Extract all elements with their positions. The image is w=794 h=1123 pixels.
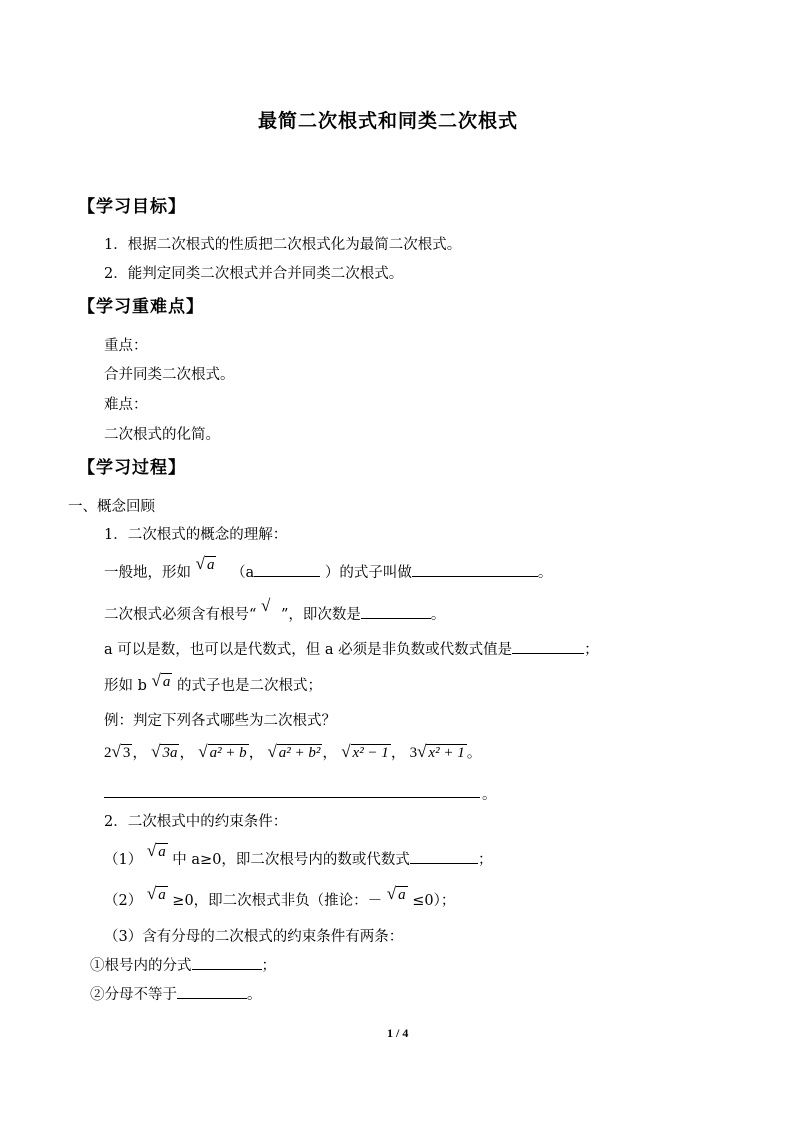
q1-line-2-text-b: ”，即次数是	[280, 607, 361, 623]
radical-sign: √	[151, 671, 161, 690]
sqrt-a-expression	[151, 671, 173, 690]
q1-line-1-text-b: （a	[231, 565, 255, 581]
condition-2	[104, 884, 456, 910]
period: 。	[537, 565, 553, 581]
focus-label: 重点：	[104, 338, 148, 354]
difficulty-label: 难点：	[104, 397, 148, 413]
q1-line-1-text-c: ）的式子叫做	[324, 565, 412, 581]
expr-5: √ x² − 1	[341, 742, 389, 761]
radicand: a	[206, 557, 215, 573]
q2-title: 2．二次根式中的约束条件：	[104, 814, 288, 830]
example-prompt: 例：判定下列各式哪些为二次根式？	[104, 713, 336, 729]
blank-definition[interactable]	[412, 562, 538, 577]
blank-fraction-condition[interactable]	[192, 955, 262, 970]
expr-3: √ a² + b	[198, 742, 247, 761]
expr-1: 2√ 3	[104, 742, 131, 761]
q1-line-1-text-a: 一般地，形如	[104, 565, 191, 581]
q1-line-4-text-a: 形如 b	[104, 678, 147, 694]
q1-line-2-text-a: 二次根式必须含有根号“	[104, 607, 257, 623]
example-expressions: 2√ 3 ， √ 3a ， √ a² + b ， √ a² + b² ， √ x² − 1 ， 3√ x² + 1 。	[104, 742, 482, 761]
semicolon: ；	[584, 642, 599, 658]
q1-line-4-text-b: 的式子也是二次根式；	[176, 678, 322, 694]
blank-denominator-condition[interactable]	[177, 984, 247, 999]
blank-a-condition[interactable]	[254, 562, 320, 577]
goal-item-1: 1．根据二次根式的性质把二次根式化为最简二次根式。	[104, 237, 462, 253]
section-heading-process: 【学习过程】	[78, 458, 186, 478]
part1-heading: 一、概念回顾	[68, 499, 155, 515]
q1-line-1	[104, 554, 553, 582]
condition-3-2-text: ②分母不等于	[90, 987, 177, 1003]
condition-1	[104, 841, 493, 869]
period: 。	[247, 987, 262, 1003]
sqrt-a-expression	[195, 554, 217, 573]
answer-line[interactable]	[104, 796, 480, 798]
blank-radicand-condition[interactable]	[410, 849, 478, 864]
condition-3-2	[90, 983, 262, 1004]
q1-line-3	[104, 638, 599, 659]
page-number: 1 / 4	[387, 1026, 409, 1040]
semicolon: ；	[261, 958, 276, 974]
radical-symbol: √	[261, 596, 271, 615]
condition-1-text: 中 a≥0，即二次根号内的数或代数式	[172, 852, 410, 868]
blank-value-condition[interactable]	[512, 639, 584, 654]
answer-period: 。	[482, 787, 497, 803]
condition-3: （3）含有分母的二次根式的约束条件有两条：	[104, 929, 404, 945]
sqrt-a-expression: √ a	[146, 884, 166, 903]
q1-line-4	[104, 671, 322, 695]
blank-index[interactable]	[361, 604, 431, 619]
q1-line-3-text: a 可以是数，也可以是代数式，但 a 必须是非负数或代数式值是	[104, 642, 513, 658]
semicolon: ；	[477, 852, 493, 868]
condition-2-text-end: ≤0）；	[412, 893, 456, 909]
focus-text: 合并同类二次根式。	[104, 367, 235, 383]
period: 。	[430, 607, 446, 623]
sqrt-a-expression: √ a	[386, 884, 406, 903]
sqrt-a-expression: √ a	[146, 841, 166, 860]
section-heading-goals: 【学习目标】	[78, 197, 186, 217]
difficulty-text: 二次根式的化简。	[104, 427, 220, 443]
radical-sign: √	[195, 554, 205, 573]
radicand: a	[162, 674, 171, 690]
expr-2: √ 3a	[151, 742, 178, 761]
page-title: 最简二次根式和同类二次根式	[258, 110, 519, 132]
section-heading-key-points: 【学习重难点】	[78, 297, 204, 317]
condition-2-text: ≥0，即二次根式非负（推论：－	[172, 893, 383, 909]
condition-2-label: （2）	[104, 893, 143, 909]
expr-4: √ a² + b²	[267, 742, 321, 761]
goal-item-2: 2．能判定同类二次根式并合并同类二次根式。	[104, 266, 404, 282]
condition-3-1	[90, 954, 276, 975]
expr-6: 3√ x² + 1	[409, 742, 465, 761]
q1-title: 1．二次根式的概念的理解：	[104, 527, 288, 543]
condition-1-label: （1）	[104, 852, 143, 868]
condition-3-1-text: ①根号内的分式	[90, 958, 192, 974]
q1-line-2	[104, 596, 446, 624]
